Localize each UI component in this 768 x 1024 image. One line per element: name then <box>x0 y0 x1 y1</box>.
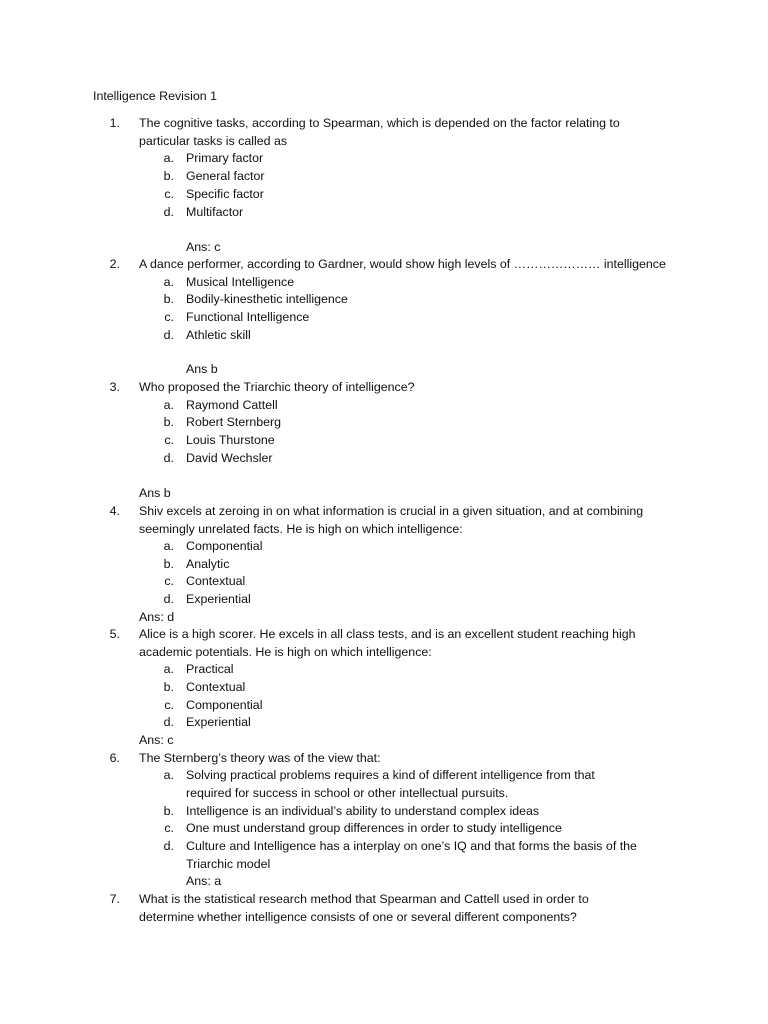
question-text: academic potentials. He is high on which intelligence: <box>139 645 432 659</box>
answer-text: Ans b <box>139 486 171 500</box>
option-text: Multifactor <box>186 205 244 219</box>
answer-text: Ans: a <box>186 874 222 888</box>
option-text: Primary factor <box>186 151 264 165</box>
option-text: Analytic <box>186 557 230 571</box>
option-letter: c. <box>164 698 174 712</box>
question-text: determine whether intelligence consists of one or several different components? <box>139 910 577 924</box>
option-text: Contextual <box>186 574 246 588</box>
option-text: Robert Sternberg <box>186 415 282 429</box>
option-text: Louis Thurstone <box>186 433 275 447</box>
option-letter: c. <box>164 433 174 447</box>
option-text: Experiential <box>186 592 251 606</box>
option-text: Musical Intelligence <box>186 275 295 289</box>
option-letter: a. <box>163 662 174 676</box>
option-letter: c. <box>164 821 174 835</box>
option-letter: c. <box>164 574 174 588</box>
option-letter: b. <box>163 557 174 571</box>
option-text: David Wechsler <box>186 451 273 465</box>
option-text: Componential <box>186 698 263 712</box>
option-text: Triarchic model <box>186 857 271 871</box>
option-letter: b. <box>163 680 174 694</box>
question-text: particular tasks is called as <box>139 134 288 148</box>
option-text: Contextual <box>186 680 246 694</box>
option-text: Culture and Intelligence has a interplay on one’s IQ and that forms the basis of the <box>186 839 637 853</box>
question-number: 7. <box>109 892 120 906</box>
option-letter: b. <box>163 415 174 429</box>
option-text: Solving practical problems requires a kind of different intelligence from that <box>186 768 595 782</box>
option-letter: a. <box>163 539 174 553</box>
option-text: Athletic skill <box>186 328 251 342</box>
option-letter: d. <box>163 715 174 729</box>
option-text: Intelligence is an individual’s ability to understand complex ideas <box>186 804 540 818</box>
option-letter: c. <box>164 310 174 324</box>
answer-text: Ans: c <box>186 240 221 254</box>
option-text: Specific factor <box>186 187 264 201</box>
option-letter: d. <box>163 839 174 853</box>
option-letter: a. <box>163 768 174 782</box>
option-text: Raymond Cattell <box>186 398 278 412</box>
option-text: Experiential <box>186 715 251 729</box>
option-text: required for success in school or other intellectual pursuits. <box>186 786 509 800</box>
answer-text: Ans: d <box>139 610 175 624</box>
option-letter: c. <box>164 187 174 201</box>
option-text: Bodily-kinesthetic intelligence <box>186 292 348 306</box>
question-text: Alice is a high scorer. He excels in all class tests, and is an excellent student reaching high <box>139 627 636 641</box>
option-letter: d. <box>163 451 174 465</box>
option-letter: d. <box>163 205 174 219</box>
question-text: The cognitive tasks, according to Spearman, which is depended on the factor relating to <box>139 116 620 130</box>
question-text: A dance performer, according to Gardner, would show high levels of ………………… intelligence <box>139 257 666 271</box>
option-text: Functional Intelligence <box>186 310 310 324</box>
question-text: Shiv excels at zeroing in on what information is crucial in a given situation, and at combining <box>139 504 644 518</box>
option-letter: a. <box>163 398 174 412</box>
question-number: 5. <box>109 627 120 641</box>
question-number: 4. <box>109 504 120 518</box>
question-text: Who proposed the Triarchic theory of intelligence? <box>139 380 415 394</box>
option-letter: b. <box>163 169 174 183</box>
answer-text: Ans b <box>186 362 218 376</box>
question-number: 1. <box>109 116 120 130</box>
option-text: Practical <box>186 662 234 676</box>
question-number: 6. <box>109 751 120 765</box>
question-number: 3. <box>109 380 120 394</box>
option-letter: b. <box>163 804 174 818</box>
option-letter: d. <box>163 328 174 342</box>
document-title: Intelligence Revision 1 <box>93 89 217 103</box>
question-number: 2. <box>109 257 120 271</box>
option-letter: d. <box>163 592 174 606</box>
option-letter: a. <box>163 275 174 289</box>
option-text: Componential <box>186 539 263 553</box>
question-text: seemingly unrelated facts. He is high on which intelligence: <box>139 522 463 536</box>
answer-text: Ans: c <box>139 733 174 747</box>
option-text: One must understand group differences in order to study intelligence <box>186 821 562 835</box>
question-text: The Sternberg’s theory was of the view that: <box>139 751 381 765</box>
option-text: General factor <box>186 169 265 183</box>
option-letter: a. <box>163 151 174 165</box>
question-text: What is the statistical research method that Spearman and Cattell used in order to <box>139 892 589 906</box>
option-letter: b. <box>163 292 174 306</box>
